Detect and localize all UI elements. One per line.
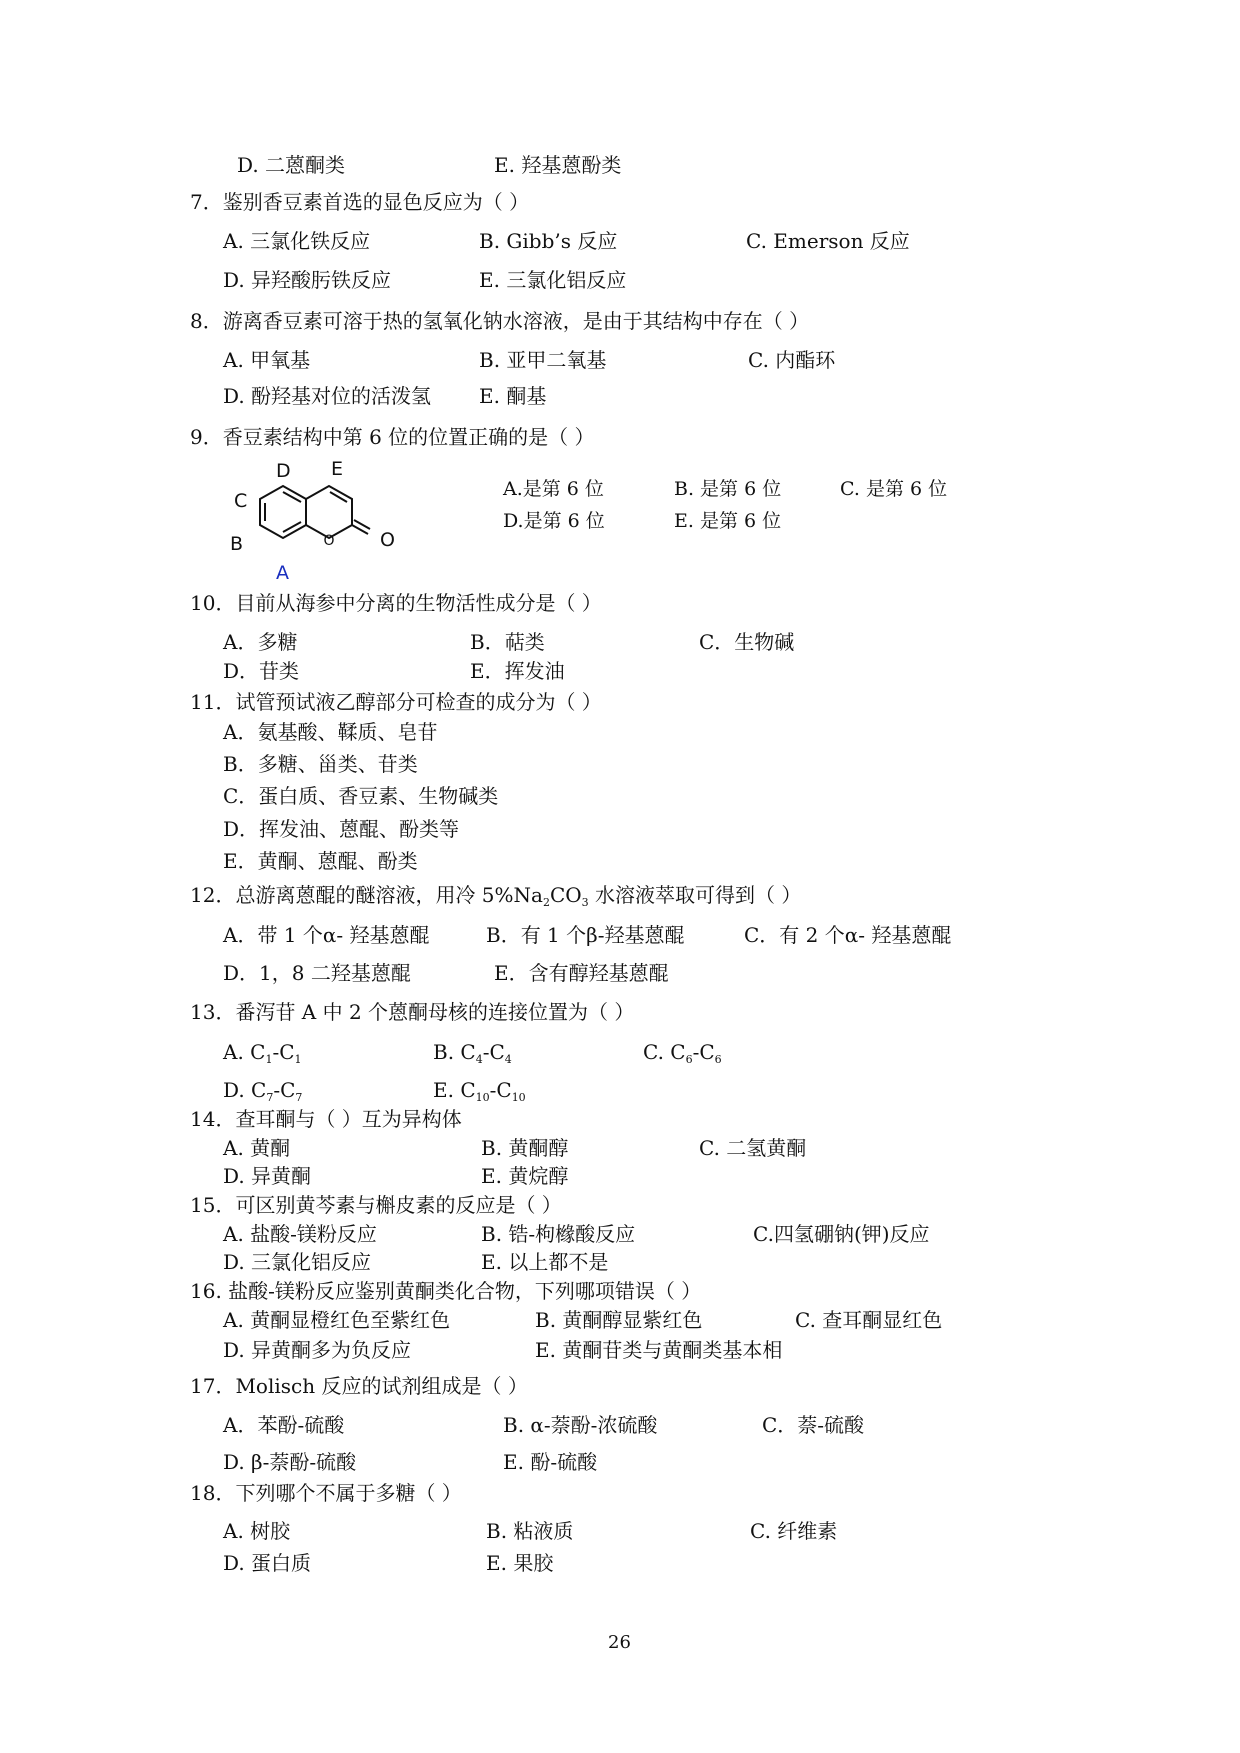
q15-option-c: C.四氢硼钠(钾)反应	[753, 1222, 930, 1246]
q14-option-d: D. 异黄酮	[223, 1164, 312, 1188]
q7-option-b: B. Gibb’s 反应	[479, 229, 618, 253]
q10-option-d: D．苷类	[223, 659, 300, 683]
q15-option-a: A. 盐酸-镁粉反应	[223, 1222, 377, 1246]
position-label-e: E	[331, 458, 344, 480]
q14-option-b: B. 黄酮醇	[481, 1136, 569, 1160]
q7-option-a: A. 三氯化铁反应	[223, 229, 371, 253]
q17-option-d: D. β-萘酚-硫酸	[223, 1450, 357, 1474]
q16-option-c: C. 查耳酮显红色	[795, 1308, 943, 1332]
q15-stem: 15．可区别黄芩素与槲皮素的反应是（ ）	[190, 1193, 562, 1217]
q17-stem: 17．Molisch 反应的试剂组成是（ ）	[190, 1374, 528, 1398]
q12-option-c: C．有 2 个α- 羟基蒽醌	[744, 923, 952, 947]
q9-stem: 9．香豆素结构中第 6 位的位置正确的是（ ）	[190, 425, 595, 449]
q18-option-d: D. 蛋白质	[223, 1551, 312, 1575]
q10-option-a: A．多糖	[223, 630, 298, 654]
q18-option-e: E. 果胶	[486, 1551, 554, 1575]
q13-option-c: C. $C_6-C_6$	[643, 1040, 722, 1066]
q12-stem-text-2: CO	[549, 883, 582, 907]
q18-option-a: A. 树胶	[223, 1519, 291, 1543]
q18-option-b: B. 粘液质	[486, 1519, 574, 1543]
q13-option-d: D. $C_7-C_7$	[223, 1078, 303, 1104]
q11-option-a: A．氨基酸、鞣质、皂苷	[223, 720, 438, 744]
q17-option-b: B. α-萘酚-浓硫酸	[503, 1413, 658, 1437]
carbonyl-oxygen-label: O	[380, 529, 395, 551]
q16-option-b: B. 黄酮醇显紫红色	[535, 1308, 703, 1332]
q18-stem: 18．下列哪个不属于多糖（ ）	[190, 1481, 462, 1505]
q12-stem-text-1: 12．总游离蒽醌的醚溶液，用冷 5%Na	[190, 883, 543, 907]
q11-option-b: B．多糖、甾类、苷类	[223, 752, 418, 776]
q13-option-a: A. $C_1-C_1$	[223, 1040, 302, 1066]
q9-option-a: A.是第 6 位	[503, 478, 604, 500]
q12-stem-text-3: 水溶液萃取可得到（ ）	[588, 883, 802, 907]
q7-option-c: C. Emerson 反应	[746, 229, 910, 253]
q12-option-e: E．含有醇羟基蒽醌	[494, 961, 669, 985]
q11-option-c: C．蛋白质、香豆素、生物碱类	[223, 784, 499, 808]
q12-stem-subscript-2: 3	[581, 896, 589, 909]
q12-stem	[190, 883, 801, 915]
q16-option-a: A. 黄酮显橙红色至紫红色	[223, 1308, 451, 1332]
q10-stem: 10．目前从海参中分离的生物活性成分是（ ）	[190, 591, 602, 615]
q12-stem-subscript-1: 2	[542, 896, 550, 909]
q13-stem: 13．番泻苷 A 中 2 个蒽酮母核的连接位置为（ ）	[190, 1000, 635, 1024]
q16-option-e: E. 黄酮苷类与黄酮类基本相	[535, 1338, 783, 1362]
q11-stem: 11．试管预试液乙醇部分可检查的成分为（ ）	[190, 690, 602, 714]
q9-option-b: B. 是第 6 位	[674, 478, 782, 500]
q12-option-b: B．有 1 个β-羟基蒽醌	[486, 923, 685, 947]
q16-stem: 16. 盐酸-镁粉反应鉴别黄酮类化合物，下列哪项错误（ ）	[190, 1279, 702, 1303]
q8-option-c: C. 内酯环	[748, 348, 836, 372]
q13-option-e: E. $C_{10}-C_{10}$	[433, 1078, 526, 1104]
q17-option-c: C．萘-硫酸	[762, 1413, 865, 1437]
q8-stem: 8．游离香豆素可溶于热的氢氧化钠水溶液，是由于其结构中存在（ ）	[190, 309, 810, 333]
position-label-b: B	[230, 533, 244, 555]
q15-option-d: D. 三氯化铝反应	[223, 1250, 372, 1274]
q16-option-d: D. 异黄酮多为负反应	[223, 1338, 412, 1362]
q9-option-e: E. 是第 6 位	[674, 510, 782, 532]
q11-option-e: E．黄酮、蒽醌、酚类	[223, 849, 418, 873]
q8-option-d: D. 酚羟基对位的活泼氢	[223, 384, 432, 408]
q17-option-e: E. 酚-硫酸	[503, 1450, 598, 1474]
q15-option-b: B. 锆-枸橼酸反应	[481, 1222, 636, 1246]
position-label-c: C	[234, 490, 248, 512]
ring-oxygen-label: O	[323, 533, 335, 549]
coumarin-structure-diagram	[220, 455, 430, 585]
q9-option-d: D.是第 6 位	[503, 510, 605, 532]
q17-option-a: A．苯酚-硫酸	[223, 1413, 345, 1437]
position-label-d: D	[276, 460, 291, 482]
position-label-a: A	[276, 562, 289, 584]
q6-option-d: D. 二蒽酮类	[237, 153, 346, 177]
q14-option-a: A. 黄酮	[223, 1136, 291, 1160]
q10-option-c: C．生物碱	[699, 630, 795, 654]
q6-option-e: E. 羟基蒽酚类	[494, 153, 622, 177]
page-number: 26	[608, 1632, 631, 1653]
q7-stem: 7．鉴别香豆素首选的显色反应为（ ）	[190, 190, 530, 214]
q9-option-c: C. 是第 6 位	[840, 478, 948, 500]
q12-option-d: D．1，8 二羟基蒽醌	[223, 961, 411, 985]
q15-option-e: E. 以上都不是	[481, 1250, 609, 1274]
q18-option-c: C. 纤维素	[750, 1519, 838, 1543]
q10-option-e: E．挥发油	[470, 659, 565, 683]
q11-option-d: D．挥发油、蒽醌、酚类等	[223, 817, 460, 841]
q8-option-b: B. 亚甲二氧基	[479, 348, 607, 372]
q12-option-a: A．带 1 个α- 羟基蒽醌	[223, 923, 430, 947]
q14-stem: 14．查耳酮与（ ）互为异构体	[190, 1107, 462, 1131]
q7-option-d: D. 异羟酸肟铁反应	[223, 268, 392, 292]
q8-option-a: A. 甲氧基	[223, 348, 311, 372]
q10-option-b: B．萜类	[470, 630, 545, 654]
q7-option-e: E. 三氯化铝反应	[479, 268, 627, 292]
q14-option-c: C. 二氢黄酮	[699, 1136, 807, 1160]
q8-option-e: E. 酮基	[479, 384, 547, 408]
q14-option-e: E. 黄烷醇	[481, 1164, 569, 1188]
q13-option-b: B. $C_4-C_4$	[433, 1040, 512, 1066]
